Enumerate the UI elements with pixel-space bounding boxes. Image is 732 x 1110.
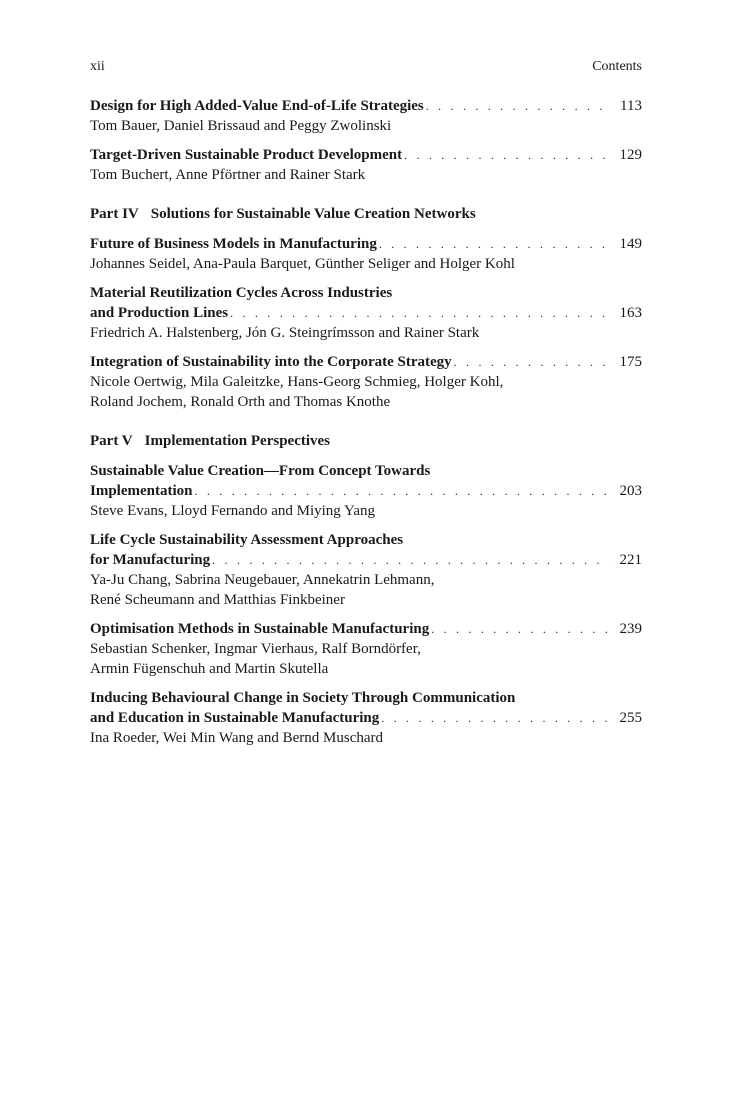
dot-leader: [431, 619, 610, 639]
dot-leader: [212, 550, 610, 570]
page-header: [90, 57, 642, 77]
toc-entry: [90, 96, 642, 136]
toc-entry-title: Design for High Added-Value End-of-Life Strategies: [90, 98, 424, 114]
toc-entry-authors: Tom Bauer, Daniel Brissaud and Peggy Zwolinski: [90, 118, 392, 134]
toc-entry-title-line2: Implementation: [90, 483, 193, 499]
dot-leader: [454, 352, 610, 372]
toc-entry-title: Future of Business Models in Manufacturing: [90, 236, 377, 252]
toc-entry-title-line: [90, 619, 642, 639]
toc-entry-authors-line1: Nicole Oertwig, Mila Galeitzke, Hans-Georg Schmieg, Holger Kohl,: [90, 374, 504, 390]
toc-entry-page: 221: [619, 552, 642, 568]
toc-entry-authors-line2: René Scheumann and Matthias Finkbeiner: [90, 592, 345, 608]
part-label: Part IV: [90, 206, 139, 222]
toc-entry-page: 113: [620, 98, 642, 114]
toc-entry-title: Target-Driven Sustainable Product Development: [90, 147, 403, 163]
toc-entry-title-line: [90, 96, 642, 116]
toc-entry: [90, 145, 642, 185]
toc-entry: [90, 461, 642, 521]
toc-entry-title-line2: and Education in Sustainable Manufacturing: [90, 710, 380, 726]
toc-entry-title: Integration of Sustainability into the Corporate Strategy: [90, 354, 452, 370]
toc-entry-page: 149: [619, 236, 642, 252]
dot-leader: [230, 303, 610, 323]
toc-entry-authors: Ina Roeder, Wei Min Wang and Bernd Muschard: [90, 730, 384, 746]
toc-entry-title-line1: Sustainable Value Creation—From Concept Towards: [90, 463, 431, 479]
toc-entry: [90, 352, 642, 412]
toc-entry-page: 175: [619, 354, 642, 370]
toc-entry-title-line: [90, 303, 642, 323]
toc-entry: [90, 619, 642, 679]
toc-entry-title-line: [90, 550, 642, 570]
part-heading: [90, 204, 642, 224]
toc-entry-page: 203: [619, 483, 642, 499]
toc-entry-title-line2: and Production Lines: [90, 305, 229, 321]
toc-entry: [90, 688, 642, 748]
toc-entry-page: 255: [619, 710, 642, 726]
toc-entry-page: 163: [619, 305, 642, 321]
table-of-contents: [90, 96, 642, 757]
toc-entry-authors-line1: Sebastian Schenker, Ingmar Vierhaus, Ralf Borndörfer,: [90, 641, 421, 657]
part-title: Solutions for Sustainable Value Creation Networks: [150, 206, 476, 222]
toc-entry: [90, 234, 642, 274]
toc-entry-title-line1: Inducing Behavioural Change in Society Through Communication: [90, 690, 516, 706]
running-title: Contents: [592, 59, 642, 74]
page-number: xii: [90, 59, 105, 74]
toc-entry-authors-line2: Armin Fügenschuh and Martin Skutella: [90, 661, 329, 677]
toc-entry-title-line: [90, 234, 642, 254]
toc-entry-title-line: [90, 352, 642, 372]
dot-leader: [381, 708, 610, 728]
dot-leader: [379, 234, 610, 254]
toc-entry-title-line1: Life Cycle Sustainability Assessment Approaches: [90, 532, 404, 548]
toc-entry: [90, 530, 642, 610]
toc-entry-title-line2: for Manufacturing: [90, 552, 211, 568]
part-heading: [90, 431, 642, 451]
part-label: Part V: [90, 433, 133, 449]
part-title: Implementation Perspectives: [144, 433, 331, 449]
toc-entry-title: Optimisation Methods in Sustainable Manufacturing: [90, 621, 430, 637]
toc-entry-authors: Steve Evans, Lloyd Fernando and Miying Yang: [90, 503, 375, 519]
toc-entry: [90, 283, 642, 343]
toc-entry-title-line: [90, 708, 642, 728]
toc-entry-title-line1: Material Reutilization Cycles Across Industries: [90, 285, 393, 301]
dot-leader: [426, 96, 610, 116]
dot-leader: [195, 481, 611, 501]
toc-entry-title-line: [90, 145, 642, 165]
toc-entry-page: 129: [619, 147, 642, 163]
dot-leader: [404, 145, 610, 165]
toc-entry-title-line: [90, 481, 642, 501]
toc-entry-authors: Friedrich A. Halstenberg, Jón G. Steingrímsson and Rainer Stark: [90, 325, 480, 341]
toc-entry-authors: Tom Buchert, Anne Pförtner and Rainer Stark: [90, 167, 366, 183]
toc-entry-authors-line2: Roland Jochem, Ronald Orth and Thomas Knothe: [90, 394, 391, 410]
toc-entry-page: 239: [619, 621, 642, 637]
toc-entry-authors-line1: Ya-Ju Chang, Sabrina Neugebauer, Annekatrin Lehmann,: [90, 572, 435, 588]
toc-entry-authors: Johannes Seidel, Ana-Paula Barquet, Günther Seliger and Holger Kohl: [90, 256, 515, 272]
